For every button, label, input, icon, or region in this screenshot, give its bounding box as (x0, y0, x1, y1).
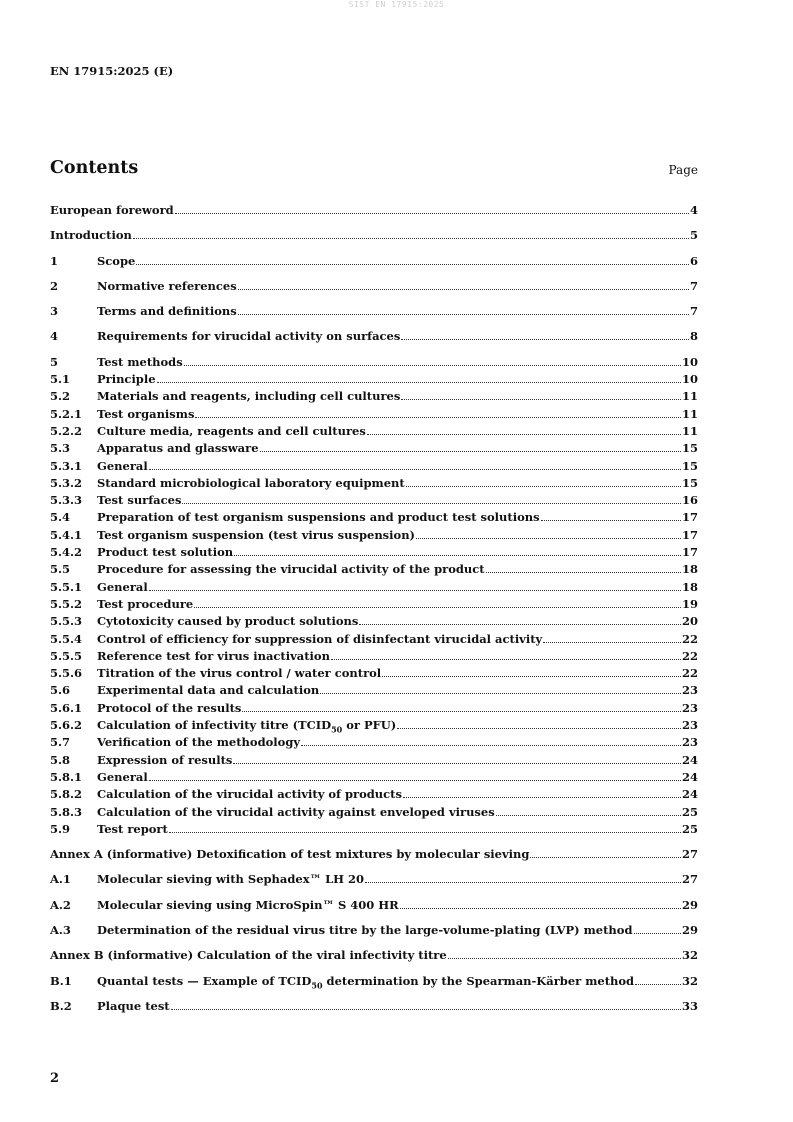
toc-entry-title: Requirements for virucidal activity on surfaces (97, 329, 401, 344)
toc-entry[interactable] (50, 648, 698, 665)
toc-entry-page: 17 (681, 510, 698, 525)
toc-dot-leader (171, 1009, 681, 1010)
toc-dot-leader (136, 264, 689, 265)
toc-entry[interactable] (50, 922, 698, 939)
toc-dot-leader (486, 572, 681, 573)
toc-entry[interactable] (50, 613, 698, 630)
toc-entry[interactable] (50, 821, 698, 838)
toc-dot-leader (416, 538, 681, 539)
toc-entry-page: 16 (681, 493, 698, 508)
toc-entry-page: 5 (689, 228, 698, 243)
toc-dot-leader (365, 882, 681, 883)
toc-entry[interactable] (50, 973, 698, 990)
toc-entry-title: Terms and definitions (97, 304, 237, 319)
toc-entry-page: 6 (689, 253, 698, 268)
toc-entry[interactable] (50, 998, 698, 1015)
toc-entry-title: Molecular sieving using MicroSpin™ S 400 HR (97, 897, 399, 912)
toc-entry-title: Test organisms (97, 406, 195, 421)
toc-entry-page: 8 (689, 329, 698, 344)
toc-entry[interactable] (50, 354, 698, 371)
toc-entry-number: 5 (50, 354, 59, 369)
toc-entry-page: 25 (681, 804, 698, 819)
toc-entry-title: Scope (97, 253, 136, 268)
toc-entry-title: Calculation of the virucidal activity of products (97, 787, 402, 802)
toc-entry-number: 5.3 (50, 441, 71, 456)
toc-entry-title: Plaque test (97, 998, 170, 1013)
toc-entry-title: Determination of the residual virus titre by the large-volume-plating (LVP) method (97, 922, 633, 937)
toc-dot-leader (233, 763, 681, 764)
toc-entry[interactable] (50, 406, 698, 423)
toc-entry-number: 5.4 (50, 510, 71, 525)
toc-entry[interactable] (50, 227, 698, 244)
toc-dot-leader (175, 213, 689, 214)
toc-entry-number: B.1 (50, 973, 72, 988)
toc-entry-title: General (97, 458, 148, 473)
toc-entry-number: A.3 (50, 922, 71, 937)
toc-entry[interactable] (50, 631, 698, 648)
toc-entry-number: 5.1 (50, 372, 71, 387)
toc-entry-page: 11 (681, 389, 698, 404)
toc-entry-title: Principle (97, 372, 156, 387)
toc-entry-number: 5.6.1 (50, 700, 83, 715)
toc-entry-page: 23 (681, 683, 698, 698)
toc-entry-page: 24 (681, 752, 698, 767)
watermark: SIST EN 17915:2025 (348, 0, 445, 9)
toc-entry-page: 22 (681, 648, 698, 663)
toc-dot-leader (367, 434, 681, 435)
toc-entry-number: 4 (50, 329, 59, 344)
toc-entry-page: 24 (681, 769, 698, 784)
page-title: Contents (50, 158, 139, 178)
table-of-contents (50, 202, 698, 1015)
toc-entry[interactable] (50, 804, 698, 821)
toc-entry-page: 25 (681, 821, 698, 836)
toc-dot-leader (133, 238, 689, 239)
toc-dot-leader (401, 339, 689, 340)
toc-entry-title: Introduction (50, 228, 132, 243)
toc-entry[interactable] (50, 328, 698, 345)
toc-entry[interactable] (50, 947, 698, 964)
toc-entry-title: Molecular sieving with Sephadex™ LH 20 (97, 872, 365, 887)
toc-entry-number: 5.5.5 (50, 648, 83, 663)
toc-entry[interactable] (50, 769, 698, 786)
footer-page-number: 2 (50, 1071, 60, 1086)
toc-dot-leader (496, 815, 681, 816)
toc-entry-title: General (97, 579, 148, 594)
toc-entry-page: 18 (681, 562, 698, 577)
toc-entry-number: 5.8.3 (50, 804, 83, 819)
toc-entry[interactable] (50, 846, 698, 863)
toc-entry[interactable] (50, 388, 698, 405)
toc-entry-title: Test methods (97, 354, 183, 369)
toc-dot-leader (634, 933, 681, 934)
toc-dot-leader (238, 314, 689, 315)
toc-entry[interactable] (50, 700, 698, 717)
toc-dot-leader (448, 958, 681, 959)
toc-dot-leader (260, 451, 681, 452)
toc-entry-number: 5.8.2 (50, 787, 83, 802)
toc-entry-title: Calculation of the virucidal activity against enveloped viruses (97, 804, 495, 819)
toc-dot-leader (149, 590, 681, 591)
toc-entry-title: Procedure for assessing the virucidal activity of the product (97, 562, 485, 577)
toc-dot-leader (238, 289, 689, 290)
toc-entry-page: 32 (681, 948, 698, 963)
toc-dot-leader (242, 711, 681, 712)
toc-entry[interactable] (50, 752, 698, 769)
toc-entry-number: 5.4.1 (50, 527, 83, 542)
toc-entry-page: 22 (681, 631, 698, 646)
page-column-label: Page (668, 163, 698, 177)
toc-entry[interactable] (50, 253, 698, 270)
toc-dot-leader (194, 607, 681, 608)
toc-entry[interactable] (50, 786, 698, 803)
toc-entry-title: Test surfaces (97, 493, 182, 508)
document-id: EN 17915:2025 (E) (50, 64, 174, 78)
toc-entry-title: Verification of the methodology (97, 735, 301, 750)
toc-entry-page: 22 (681, 666, 698, 681)
toc-entry-title: Expression of results (97, 752, 233, 767)
toc-entry-page: 23 (681, 718, 698, 733)
toc-entry-page: 17 (681, 527, 698, 542)
toc-entry-page: 7 (689, 304, 698, 319)
toc-entry-title: Normative references (97, 278, 237, 293)
toc-dot-leader (169, 832, 681, 833)
toc-entry[interactable] (50, 665, 698, 682)
toc-entry-page: 32 (681, 973, 698, 988)
toc-dot-leader (635, 984, 681, 985)
toc-entry[interactable] (50, 202, 698, 219)
toc-entry[interactable] (50, 871, 698, 888)
toc-entry-page: 15 (681, 458, 698, 473)
toc-entry-number: 3 (50, 304, 59, 319)
toc-entry-title: Test organism suspension (test virus suspension) (97, 527, 416, 542)
toc-entry-number: 5.8 (50, 752, 71, 767)
toc-entry[interactable] (50, 440, 698, 457)
toc-entry-number: B.2 (50, 998, 72, 1013)
toc-entry[interactable] (50, 303, 698, 320)
toc-entry-number: 5.2 (50, 389, 71, 404)
toc-entry-number: 5.9 (50, 821, 71, 836)
toc-entry-title: Materials and reagents, including cell cultures (97, 389, 401, 404)
toc-entry-number: 5.3.2 (50, 475, 83, 490)
toc-entry[interactable] (50, 717, 698, 734)
toc-entry-title: Standard microbiological laboratory equipment (97, 475, 405, 490)
toc-entry-page: 29 (681, 897, 698, 912)
toc-entry-number: 5.4.2 (50, 545, 83, 560)
toc-dot-leader (149, 780, 681, 781)
toc-entry[interactable] (50, 423, 698, 440)
toc-entry-number: 5.5.2 (50, 596, 83, 611)
toc-entry-title: Protocol of the results (97, 700, 242, 715)
toc-dot-leader (182, 503, 681, 504)
toc-entry-number: 1 (50, 253, 59, 268)
toc-entry-title: Quantal tests — Example of $TCID_{50}$ determination by the Spearman-Kärber method (97, 973, 635, 990)
toc-entry[interactable] (50, 492, 698, 509)
toc-entry-page: 20 (681, 614, 698, 629)
toc-entry-page: 15 (681, 441, 698, 456)
toc-dot-leader (234, 555, 681, 556)
toc-entry-title: Cytotoxicity caused by product solutions (97, 614, 359, 629)
toc-entry-number: 5.5 (50, 562, 71, 577)
toc-dot-leader (301, 745, 681, 746)
toc-entry-page: 15 (681, 475, 698, 490)
toc-dot-leader (543, 642, 681, 643)
toc-entry-title: Control of efficiency for suppression of disinfectant virucidal activity (97, 631, 543, 646)
toc-entry-title: Calculation of infectivity titre ($TCID_{50}$ or PFU) (97, 718, 397, 735)
toc-dot-leader (320, 693, 681, 694)
toc-entry-page: 11 (681, 423, 698, 438)
toc-entry[interactable] (50, 458, 698, 475)
toc-entry-number: 5.3.1 (50, 458, 83, 473)
toc-entry[interactable] (50, 475, 698, 492)
toc-entry-number: 5.8.1 (50, 769, 83, 784)
toc-entry-title: Titration of the virus control / water control (97, 666, 382, 681)
toc-entry-title: General (97, 769, 148, 784)
toc-dot-leader (331, 659, 681, 660)
toc-dot-leader (406, 486, 681, 487)
toc-entry-page: 7 (689, 278, 698, 293)
toc-entry-page: 11 (681, 406, 698, 421)
toc-dot-leader (400, 908, 681, 909)
toc-entry-page: 18 (681, 579, 698, 594)
toc-entry-number: 5.5.6 (50, 666, 83, 681)
toc-dot-leader (149, 469, 681, 470)
toc-entry-title: European foreword (50, 203, 174, 217)
toc-entry[interactable] (50, 561, 698, 578)
toc-entry-title: Test procedure (97, 596, 194, 611)
toc-dot-leader (382, 676, 681, 677)
toc-entry-page: 10 (681, 372, 698, 387)
toc-entry-page: 19 (681, 596, 698, 611)
toc-entry-number: 5.6.2 (50, 718, 83, 733)
toc-entry-number: 5.2.1 (50, 406, 83, 421)
toc-entry-number: 5.2.2 (50, 423, 83, 438)
toc-entry-page: 29 (681, 922, 698, 937)
toc-entry[interactable] (50, 527, 698, 544)
toc-entry-number: 2 (50, 278, 59, 293)
toc-entry[interactable] (50, 579, 698, 596)
toc-dot-leader (359, 624, 681, 625)
toc-entry[interactable] (50, 278, 698, 295)
toc-entry-page: 33 (681, 998, 698, 1013)
toc-entry-page: 4 (689, 203, 698, 217)
toc-entry-page: 17 (681, 545, 698, 560)
toc-entry-page: 10 (681, 354, 698, 369)
toc-entry-title: Annex B (informative) Calculation of the viral infectivity titre (50, 948, 447, 963)
toc-entry-title: Apparatus and glassware (97, 441, 259, 456)
toc-entry-page: 27 (681, 847, 698, 862)
toc-entry-title: Annex A (informative) Detoxification of test mixtures by molecular sieving (50, 847, 530, 862)
toc-entry[interactable] (50, 544, 698, 561)
toc-entry-number: 5.7 (50, 735, 71, 750)
toc-entry-number: A.2 (50, 897, 71, 912)
toc-entry-number: 5.6 (50, 683, 71, 698)
toc-entry-title: Preparation of test organism suspensions and product test solutions (97, 510, 540, 525)
toc-dot-leader (157, 382, 681, 383)
toc-entry-number: 5.5.4 (50, 631, 83, 646)
toc-entry-number: A.1 (50, 872, 71, 887)
toc-dot-leader (541, 520, 681, 521)
toc-dot-leader (530, 857, 681, 858)
toc-entry-title: Reference test for virus inactivation (97, 648, 330, 663)
toc-entry-title: Test report (97, 821, 168, 836)
toc-entry-number: 5.5.3 (50, 614, 83, 629)
toc-dot-leader (184, 365, 681, 366)
toc-entry-page: 24 (681, 787, 698, 802)
toc-entry-title: Culture media, reagents and cell cultures (97, 423, 366, 438)
toc-entry[interactable] (50, 371, 698, 388)
toc-entry[interactable] (50, 897, 698, 914)
toc-dot-leader (401, 399, 681, 400)
toc-entry-number: 5.5.1 (50, 579, 83, 594)
toc-dot-leader (397, 728, 681, 729)
toc-entry[interactable] (50, 596, 698, 613)
toc-entry-page: 23 (681, 700, 698, 715)
toc-dot-leader (403, 797, 681, 798)
toc-entry-title: Product test solution (97, 545, 234, 560)
toc-entry-title: Experimental data and calculation (97, 683, 320, 698)
toc-entry[interactable] (50, 682, 698, 699)
toc-entry-page: 23 (681, 735, 698, 750)
toc-dot-leader (195, 417, 681, 418)
toc-entry[interactable] (50, 509, 698, 526)
toc-entry-page: 27 (681, 872, 698, 887)
toc-entry-number: 5.3.3 (50, 493, 83, 508)
